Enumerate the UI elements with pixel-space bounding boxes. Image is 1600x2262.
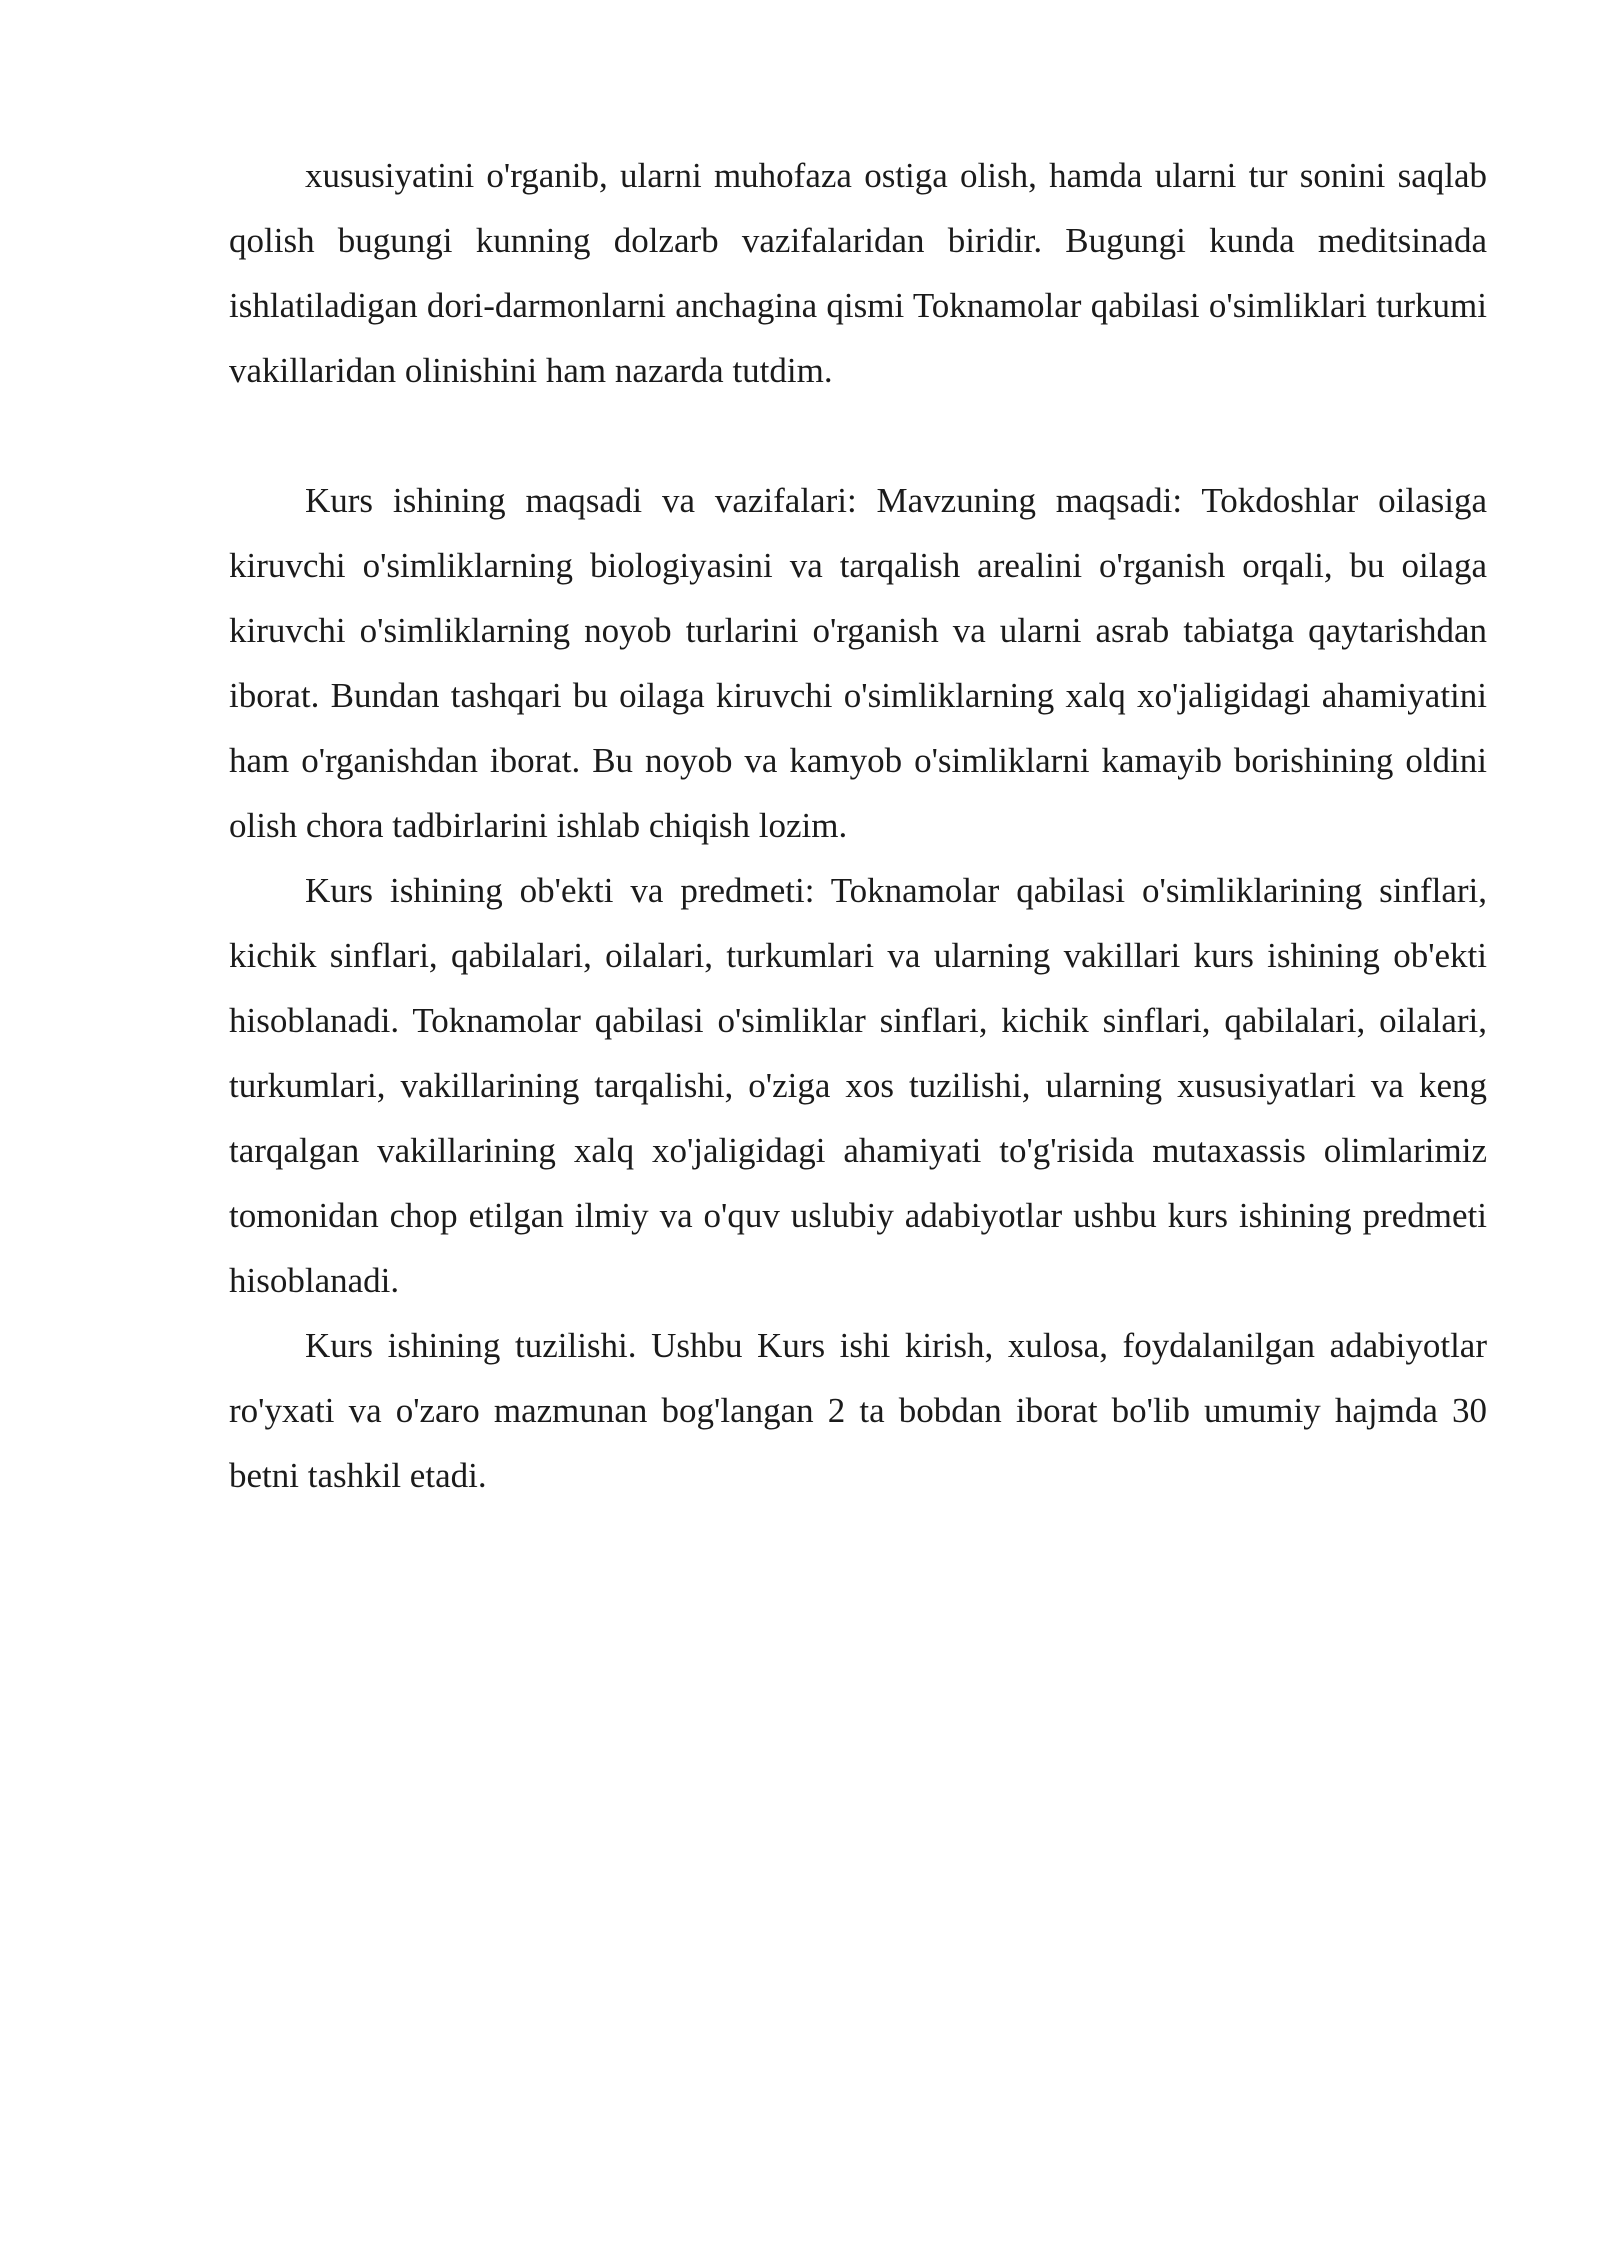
paragraph-intro-continuation: xususiyatini o'rganib, ularni muhofaza ostiga olish, hamda ularni tur sonini saqlab qolish bugungi kunning dolzarb vazifalaridan biridir. Bugungi kunda meditsinada ishlatiladigan dori-darmonlarni anchagina qismi Toknamolar qabilasi o'simliklari turkumi vakillaridan olinishini ham nazarda tutdim. bbox=[229, 156, 1487, 390]
paragraph-object-and-subject: Kurs ishining ob'ekti va predmeti: Toknamolar qabilasi o'simliklarining sinflari, kichik sinflari, qabilalari, oilalari, turkumlari va ularning vakillari kurs ishining ob'ekti hisoblanadi. Toknamolar qabilasi o'simliklar sinflari, kichik sinflari, qabilalari, oilalari, turkumlari, vakillarining tarqalishi, o'ziga xos tuzilishi, ularning xususiyatlari va keng tarqalgan vakillarining xalq xo'jaligidagi ahamiyati to'g'risida mutaxassis olimlarimiz tomonidan chop etilgan ilmiy va o'quv uslubiy adabiyotlar ushbu kurs ishining predmeti hisoblanadi. bbox=[229, 871, 1487, 1300]
paragraph-structure: Kurs ishining tuzilishi. Ushbu Kurs ishi kirish, xulosa, foydalanilgan adabiyotlar ro'yxati va o'zaro mazmunan bog'langan 2 ta bobdan iborat bo'lib umumiy hajmda 30 betni tashkil etadi. bbox=[229, 1326, 1487, 1495]
paragraph-goals-and-tasks: Kurs ishining maqsadi va vazifalari: Mavzuning maqsadi: Tokdoshlar oilasiga kiruvchi o'simliklarning biologiyasini va tarqalish arealini o'rganish orqali, bu oilaga kiruvchi o'simliklarning noyob turlarini o'rganish va ularni asrab tabiatga qaytarishdan iborat. Bundan tashqari bu oilaga kiruvchi o'simliklarning xalq xo'jaligidagi ahamiyatini ham o'rganishdan iborat. Bu noyob va kamyob o'simliklarni kamayib borishining oldini olish chora tadbirlarini ishlab chiqish lozim. bbox=[229, 481, 1487, 845]
paragraph-spacer bbox=[229, 403, 1487, 468]
document-body bbox=[229, 143, 1487, 1508]
